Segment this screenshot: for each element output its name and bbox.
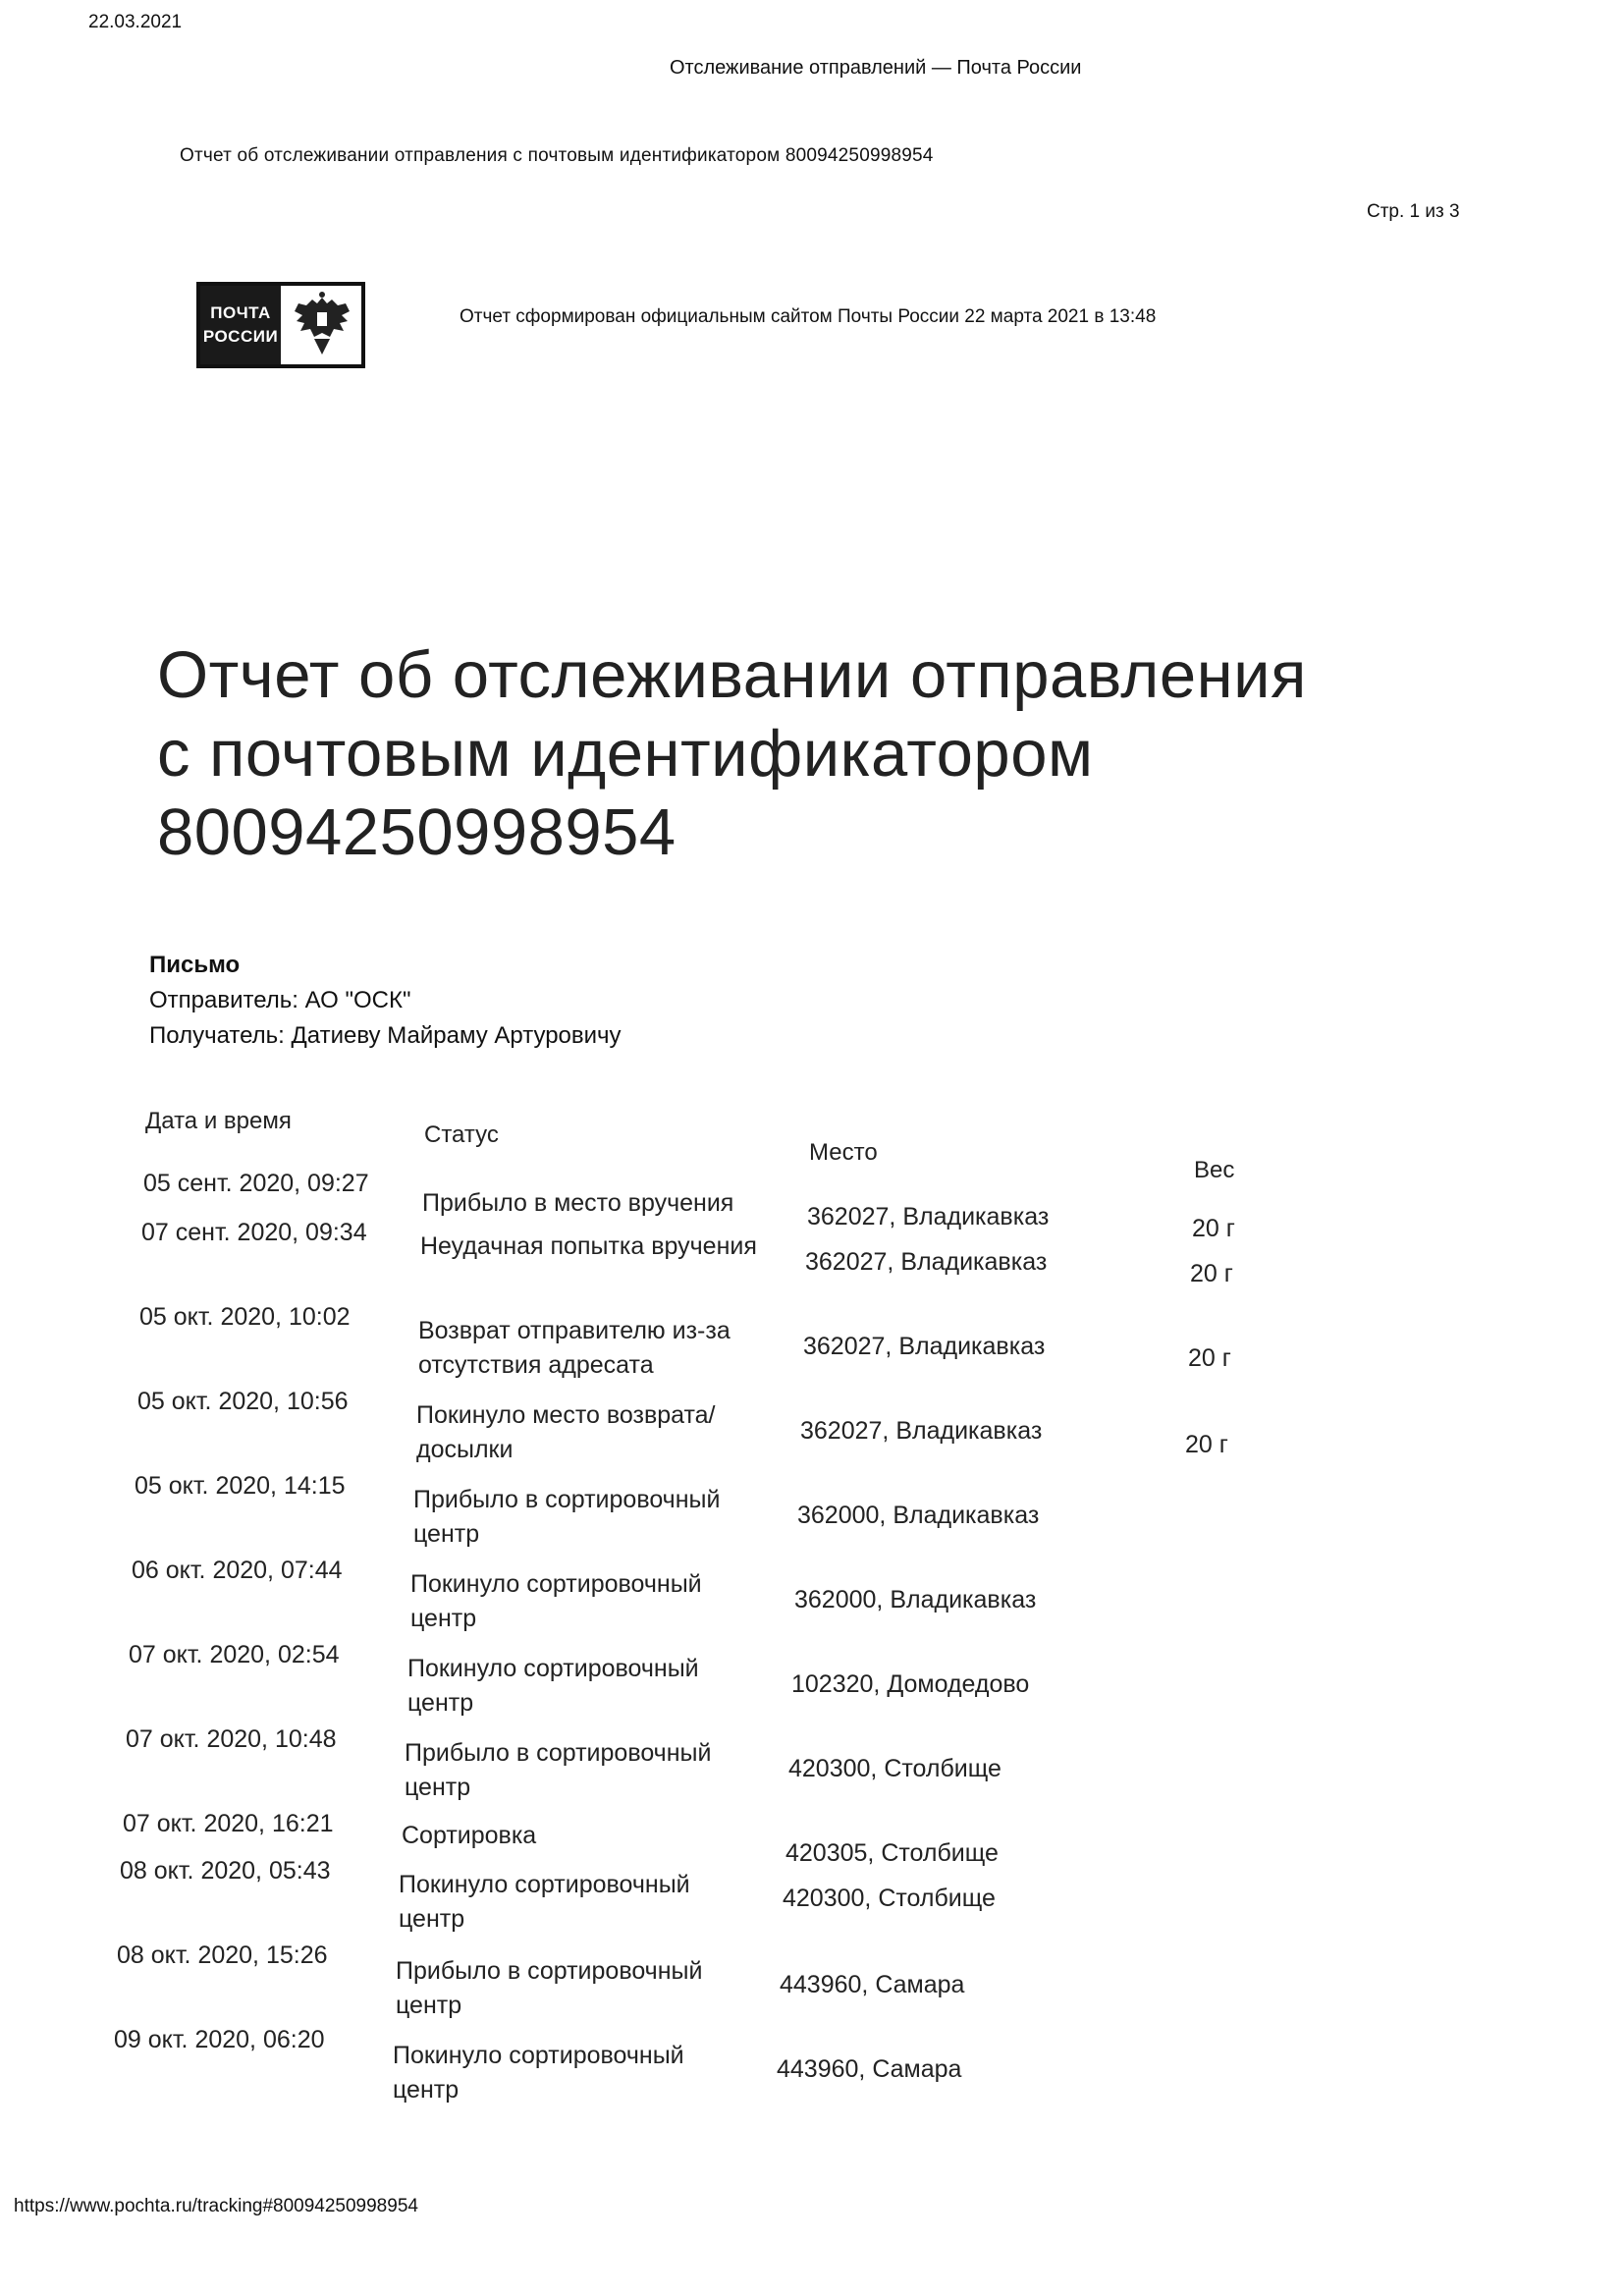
row-status: Прибыло в сортировочный центр — [413, 1486, 721, 1548]
row-place: 420300, Столбище — [783, 1885, 996, 1912]
report-subtitle: Отчет об отслеживании отправления с почтовым идентификатором 80094250998954 — [180, 145, 934, 166]
column-header-weight: Вес — [1194, 1157, 1235, 1183]
row-place: 420305, Столбище — [785, 1839, 999, 1867]
row-status: Сортировка — [402, 1822, 537, 1849]
row-place: 362027, Владикавказ — [803, 1333, 1046, 1360]
title-line-2: с почтовым идентификатором — [157, 717, 1094, 791]
row-datetime: 09 окт. 2020, 06:20 — [114, 2026, 325, 2053]
print-page-title: Отслеживание отправлений — Почта России — [670, 57, 1082, 79]
row-status: Покинуло место возврата/ досылки — [416, 1401, 716, 1463]
column-header-status: Статус — [424, 1121, 499, 1148]
print-date: 22.03.2021 — [88, 12, 183, 32]
row-status: Возврат отправителю из-за отсутствия адресата — [418, 1317, 731, 1379]
row-status: Покинуло сортировочный центр — [407, 1655, 699, 1717]
row-place: 362000, Владикавказ — [797, 1502, 1040, 1529]
row-datetime: 05 окт. 2020, 10:56 — [137, 1388, 349, 1415]
row-place: 443960, Самара — [780, 1971, 965, 1998]
logo-wordmark: ПОЧТА РОССИИ — [200, 286, 281, 364]
row-status: Прибыло в место вручения — [422, 1189, 734, 1217]
row-weight: 20 г — [1192, 1215, 1235, 1242]
row-datetime: 08 окт. 2020, 15:26 — [117, 1941, 328, 1969]
page-number: Стр. 1 из 3 — [1367, 201, 1460, 222]
report-title — [157, 636, 1434, 872]
footer-url: https://www.pochta.ru/tracking#80094250998954 — [14, 2196, 418, 2216]
row-datetime: 05 сент. 2020, 09:27 — [143, 1170, 369, 1197]
row-weight: 20 г — [1185, 1431, 1228, 1458]
row-place: 362027, Владикавказ — [800, 1417, 1043, 1445]
row-place: 420300, Столбище — [788, 1755, 1001, 1782]
double-headed-eagle-icon — [285, 290, 359, 360]
row-status: Прибыло в сортировочный центр — [405, 1739, 712, 1801]
tracking-number: 80094250998954 — [157, 795, 677, 869]
row-place: 102320, Домодедово — [791, 1670, 1030, 1698]
row-datetime: 08 окт. 2020, 05:43 — [120, 1857, 331, 1885]
shipment-info — [149, 948, 622, 1054]
title-line-1: Отчет об отслеживании отправления — [157, 638, 1307, 712]
row-status: Покинуло сортировочный центр — [393, 2042, 684, 2104]
row-datetime: 07 сент. 2020, 09:34 — [141, 1219, 367, 1246]
row-datetime: 07 окт. 2020, 16:21 — [123, 1810, 334, 1837]
report-generated-note: Отчет сформирован официальным сайтом Почты России 22 марта 2021 в 13:48 — [460, 306, 1157, 327]
row-datetime: 05 окт. 2020, 10:02 — [139, 1303, 351, 1331]
row-status: Покинуло сортировочный центр — [410, 1570, 702, 1632]
column-header-datetime: Дата и время — [145, 1108, 292, 1134]
pochta-rossii-logo — [196, 282, 365, 368]
row-place: 362000, Владикавказ — [794, 1586, 1037, 1613]
row-place: 362027, Владикавказ — [805, 1248, 1048, 1276]
row-datetime: 07 окт. 2020, 02:54 — [129, 1641, 340, 1668]
row-place: 362027, Владикавказ — [807, 1203, 1050, 1230]
row-datetime: 07 окт. 2020, 10:48 — [126, 1725, 337, 1753]
row-weight: 20 г — [1188, 1344, 1231, 1372]
column-header-place: Место — [809, 1139, 878, 1166]
recipient: Получатель: Датиеву Майраму Артуровичу — [149, 1022, 622, 1049]
row-place: 443960, Самара — [777, 2055, 962, 2083]
row-status: Неудачная попытка вручения — [420, 1232, 757, 1260]
row-status: Прибыло в сортировочный центр — [396, 1957, 703, 2019]
row-weight: 20 г — [1190, 1260, 1233, 1287]
row-datetime: 05 окт. 2020, 14:15 — [135, 1472, 346, 1500]
sender: Отправитель: АО "ОСК" — [149, 987, 411, 1013]
row-datetime: 06 окт. 2020, 07:44 — [132, 1557, 343, 1584]
shipment-kind: Письмо — [149, 952, 241, 978]
row-status: Покинуло сортировочный центр — [399, 1871, 690, 1933]
